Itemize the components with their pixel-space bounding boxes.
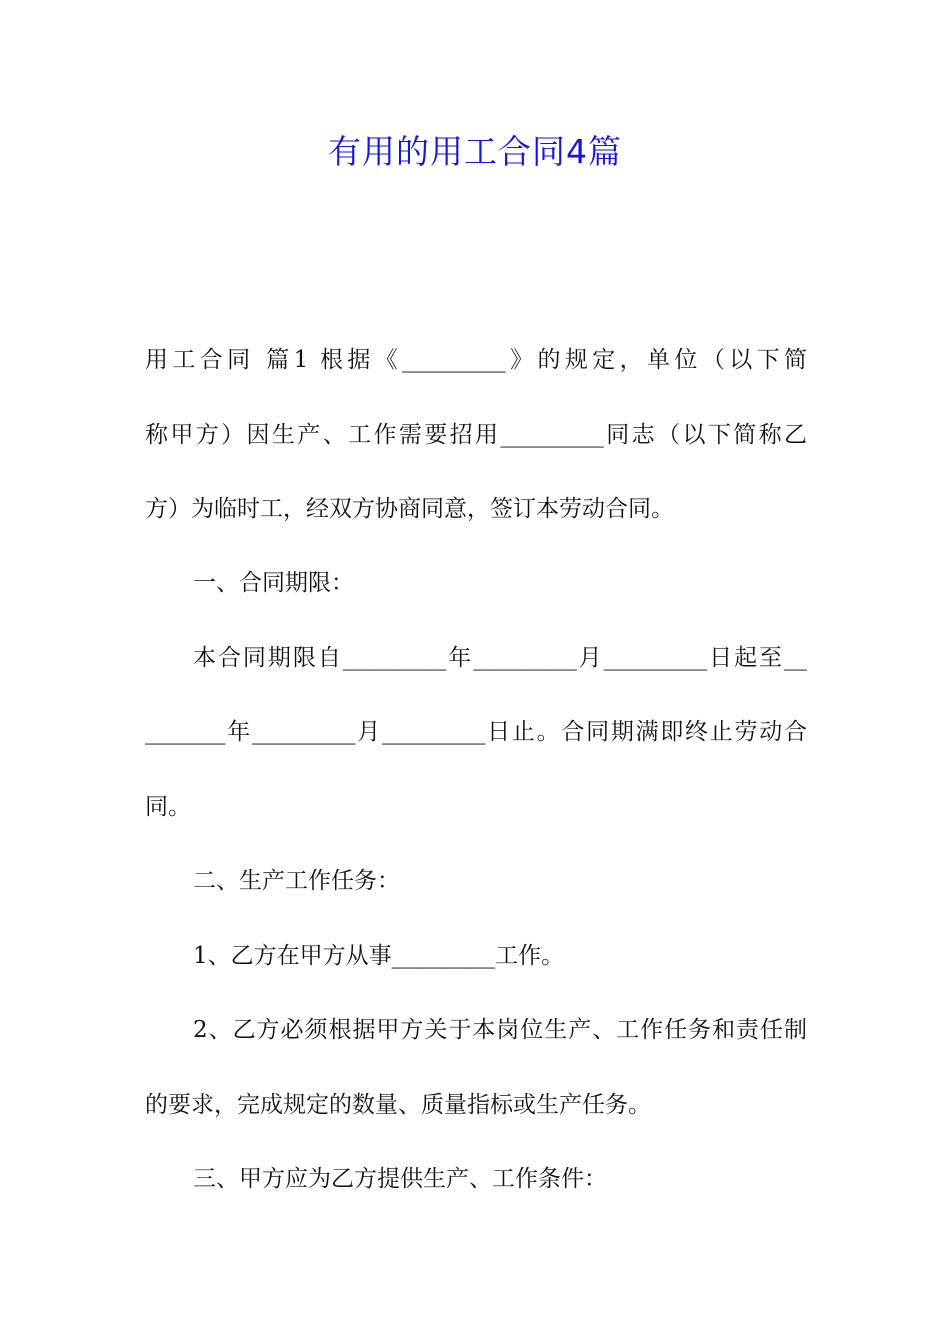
section-heading-3: 三、甲方应为乙方提供生产、工作条件： <box>193 1166 607 1192</box>
section-heading-2: 二、生产工作任务： <box>193 868 400 894</box>
section-heading-1: 一、合同期限： <box>193 570 354 596</box>
paragraph-line-3: 方）为临时工，经双方协商同意，签订本劳动合同。 <box>145 496 674 522</box>
paragraph-line-2: 称甲方）因生产、工作需要招用_________同志（以下简称乙 <box>145 422 807 448</box>
paragraph-line-5: _______年_________月_________日止。合同期满即终止劳动合 <box>145 719 807 745</box>
paragraph-line-8: 2、乙方必须根据甲方关于本岗位生产、工作任务和责任制 <box>193 1017 807 1043</box>
document-title: 有用的用工合同4篇 <box>328 132 622 171</box>
paragraph-line-4: 本合同期限自_________年_________月_________日起至__ <box>193 645 807 671</box>
paragraph-line-7: 1、乙方在甲方从事_________工作。 <box>193 943 565 969</box>
paragraph-line-1: 用工合同 篇1 根据《_________》的规定，单位（以下简 <box>145 347 807 373</box>
paragraph-line-6: 同。 <box>145 794 191 820</box>
paragraph-line-9: 的要求，完成规定的数量、质量指标或生产任务。 <box>145 1092 651 1118</box>
